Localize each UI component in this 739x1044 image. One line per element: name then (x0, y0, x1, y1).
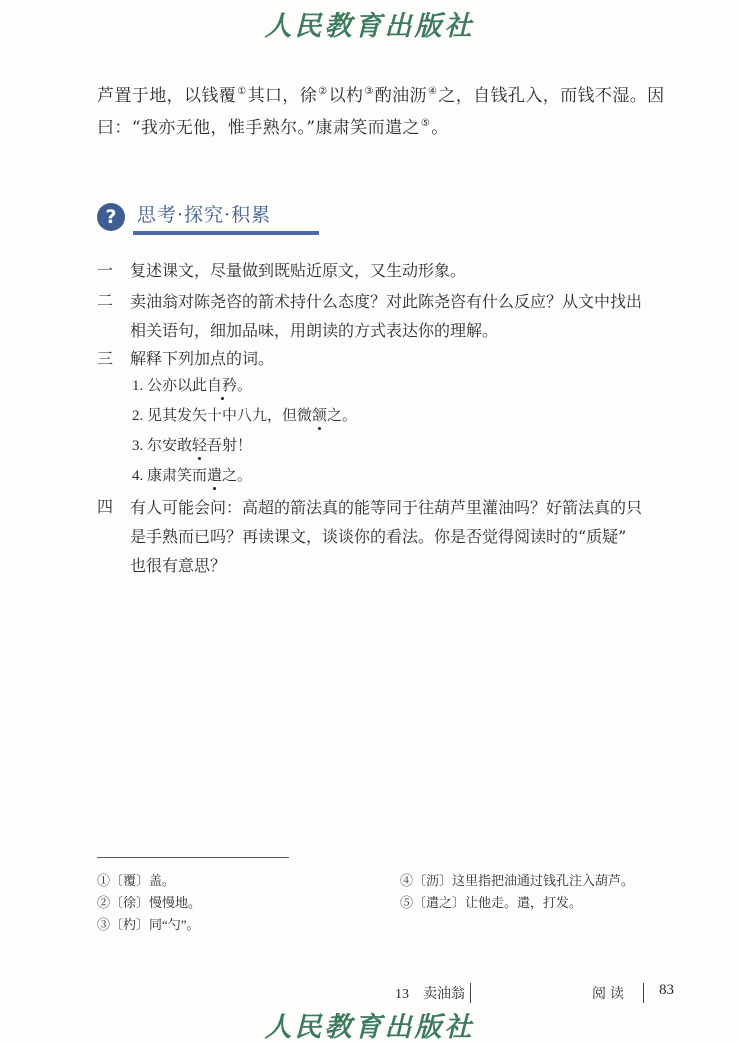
passage-text: 芦置于地，以钱覆 (97, 86, 237, 106)
publisher-logo-top: 人民教育出版社 (264, 11, 475, 42)
question-text (130, 345, 680, 373)
footnote-marker: ③ (364, 86, 374, 97)
footer-section: 阅读 (592, 986, 628, 1002)
footnote-divider (97, 857, 289, 858)
section-title: 思考·探究·积累 (137, 204, 272, 226)
sub-item (132, 405, 357, 427)
sub-item-text: 3. 尔安敢 (132, 438, 193, 454)
sub-item-text: 之。 (222, 468, 253, 484)
passage-text: 其口，徐 (247, 86, 318, 106)
question-line: 有人可能会问：高超的箭法真的能等同于往葫芦里灌油吗？好箭法真的只 (130, 498, 643, 517)
question-number: 三 (97, 349, 114, 368)
sub-item-text: 吾射！ (207, 438, 253, 454)
page-number: 83 (659, 982, 674, 998)
dotted-word: 遣 (207, 465, 222, 487)
footer-divider (643, 983, 644, 1003)
dotted-word: 颔 (312, 405, 327, 427)
sub-item (132, 375, 252, 397)
footnote: ②〔徐〕慢慢地。 (97, 895, 202, 910)
sub-item-text: 。 (237, 378, 253, 394)
passage-line-2 (97, 108, 677, 144)
question-text (130, 493, 680, 580)
passage-line-1 (97, 76, 677, 112)
footer-chapter: 13 卖油翁 (395, 987, 465, 1002)
question-number: 四 (97, 497, 114, 516)
footnote-marker: ④ (427, 86, 438, 97)
question-icon: ? (97, 203, 125, 231)
question-number: 一 (97, 261, 114, 280)
sub-item-text: 1. 公亦以此 (132, 378, 208, 394)
dotted-word: 轻 (192, 435, 207, 457)
footnote-marker: ② (318, 86, 328, 97)
question-text (130, 257, 680, 285)
sub-item (132, 435, 252, 457)
sub-item-text: 之。 (327, 408, 358, 424)
passage-text: 之，自钱孔入，而钱不湿。因 (438, 86, 665, 106)
passage-text: 以杓 (328, 86, 364, 106)
question-line: 解释下列加点的词。 (130, 349, 275, 368)
footnote-marker: ① (237, 86, 247, 97)
question-text (130, 287, 680, 345)
question-line: 也很有意思？ (130, 556, 227, 575)
question-line: 是手熟而已吗？再读课文，谈谈你的看法。你是否觉得阅读时的“质疑” (130, 527, 627, 546)
passage-text: 。 (431, 118, 449, 138)
passage-text: 曰：“我亦无他，惟手熟尔。”康肃笑而遣之 (97, 118, 420, 138)
sub-item (132, 465, 252, 487)
footnote-marker: ⑤ (420, 118, 431, 129)
footnote: ⑤〔遣之〕让他走。遣，打发。 (400, 895, 583, 910)
footnote: ③〔杓〕同“勺”。 (97, 917, 200, 932)
section-underline (133, 231, 319, 235)
footnote: ①〔覆〕盖。 (97, 873, 176, 888)
footer-divider (470, 983, 471, 1003)
question-line: 卖油翁对陈尧咨的箭术持什么态度？对此陈尧咨有什么反应？从文中找出 (130, 292, 643, 311)
section-header (97, 196, 327, 240)
sub-item-text: 4. 康肃笑而 (132, 468, 208, 484)
question-line: 复述课文，尽量做到既贴近原文，又生动形象。 (130, 261, 467, 280)
question-number: 二 (97, 291, 114, 310)
footnote: ④〔沥〕这里指把油通过钱孔注入葫芦。 (400, 873, 635, 888)
publisher-logo-bottom: 人民教育出版社 (264, 1012, 475, 1043)
question-line: 相关语句，细加品味，用朗读的方式表达你的理解。 (130, 321, 499, 340)
passage-text: 酌油沥 (374, 86, 427, 106)
dotted-word: 自矜 (207, 375, 237, 397)
sub-item-text: 2. 见其发矢十中八九，但微 (132, 408, 313, 424)
